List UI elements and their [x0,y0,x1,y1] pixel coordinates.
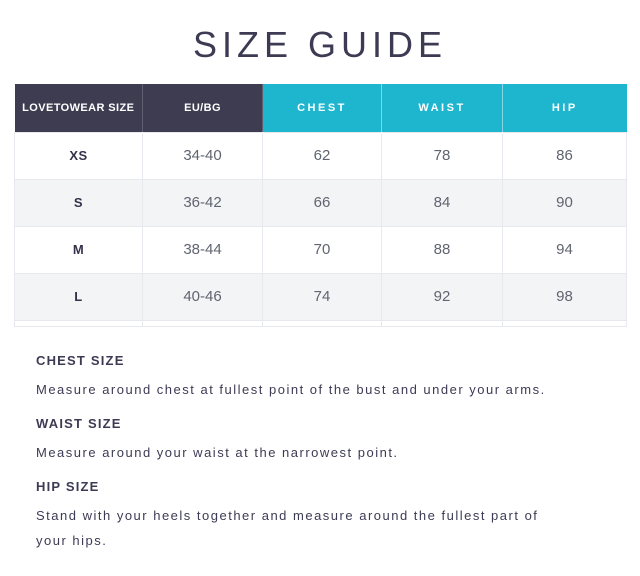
column-header-lovetowear-size: LOVETOWEAR SIZE [15,84,143,132]
eu-bg-cell: 38-44 [143,226,263,273]
hip-cell: 90 [503,179,627,226]
hip-size-description: Stand with your heels together and measure around the fullest part of your hips. [36,507,539,548]
eu-bg-cell: 36-42 [143,179,263,226]
waist-cell: 84 [382,179,503,226]
eu-bg-cell: 40-46 [143,273,263,320]
waist-size-description: Measure around your waist at the narrowest point. [36,444,399,460]
size-cell: S [15,179,143,226]
eu-bg-cell: 34-40 [143,132,263,179]
chest-size-section [36,353,604,402]
chest-cell: 70 [263,226,382,273]
waist-size-heading: WAIST SIZE [36,415,122,431]
table-row-s [15,179,627,226]
chest-size-heading: CHEST SIZE [36,352,125,368]
chest-cell: 74 [263,273,382,320]
page-title: SIZE GUIDE [192,24,448,65]
column-header-eu-bg: EU/BG [143,84,263,132]
chest-cell: 62 [263,132,382,179]
chest-cell: 66 [263,179,382,226]
hip-cell: 98 [503,273,627,320]
size-cell: XS [15,132,143,179]
hip-cell: 86 [503,132,627,179]
size-cell: M [15,226,143,273]
column-header-chest: CHEST [263,84,382,132]
hip-size-section [36,479,604,553]
hip-cell: 94 [503,226,627,273]
table-header-row [15,84,627,132]
waist-cell: 88 [382,226,503,273]
size-cell: L [15,273,143,320]
measurement-instructions [36,353,604,553]
table-row-m [15,226,627,273]
hip-size-heading: HIP SIZE [36,478,100,494]
size-table [14,84,627,327]
chest-size-description: Measure around chest at fullest point of the bust and under your arms. [36,381,546,397]
column-header-waist: WAIST [382,84,503,132]
waist-cell: 92 [382,273,503,320]
column-header-hip: HIP [503,84,627,132]
waist-cell: 78 [382,132,503,179]
table-row-xs [15,132,627,179]
table-bottom-sliver-row [15,320,627,326]
waist-size-section [36,416,604,465]
table-row-l [15,273,627,320]
